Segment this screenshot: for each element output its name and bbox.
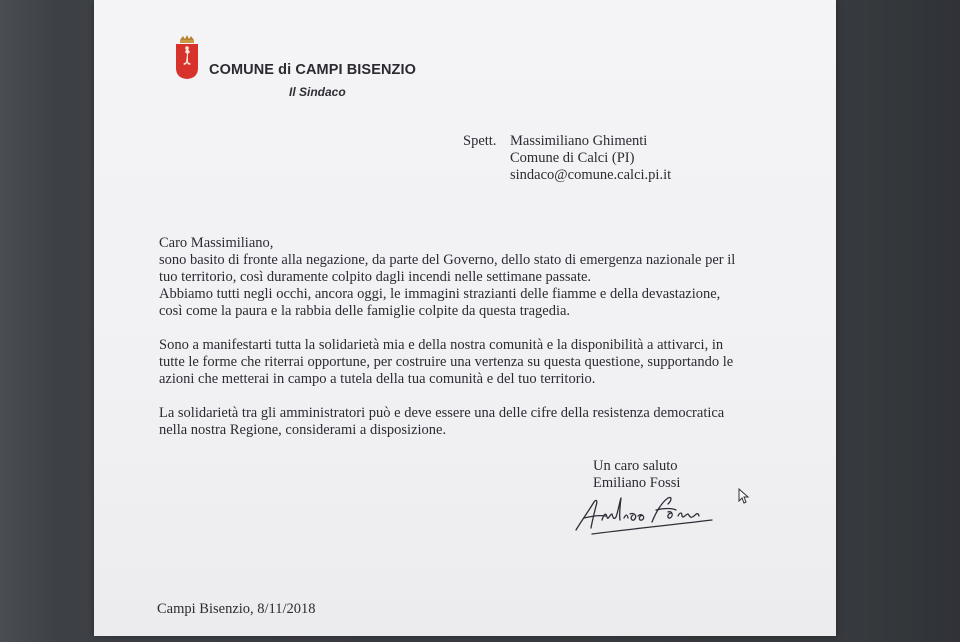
paragraph-1-line: così come la paura e la rabbia delle famiglie colpite da questa tragedia.	[159, 303, 571, 319]
paragraph-2-line: Sono a manifestarti tutta la solidarietà mia e della nostra comunità e la disponibilità a attivarci, in	[159, 337, 724, 353]
letter-body	[159, 235, 765, 439]
paragraph-1-line: tuo territorio, così duramente colpito dagli incendi nelle settimane passate.	[159, 269, 592, 285]
place-and-date: Campi Bisenzio, 8/11/2018	[157, 601, 316, 617]
paragraph-3-line: nella nostra Regione, considerami a disposizione.	[159, 422, 447, 438]
handwritten-signature	[572, 490, 722, 538]
signer-name: Emiliano Fossi	[593, 475, 681, 491]
closing-salutation: Un caro saluto	[593, 458, 678, 474]
recipient-name: Massimiliano Ghimenti	[510, 133, 648, 149]
organization-role: Il Sindaco	[289, 85, 346, 99]
recipient-office: Comune di Calci (PI)	[510, 150, 635, 166]
paragraph-3-line: La solidarietà tra gli amministratori può e deve essere una delle cifre della resistenza democratica	[159, 405, 725, 421]
greeting: Caro Massimiliano,	[159, 235, 274, 251]
recipient-email: sindaco@comune.calci.pi.it	[510, 167, 672, 183]
mouse-pointer-icon	[738, 488, 750, 504]
paragraph-1-line: sono basito di fronte alla negazione, da parte del Governo, dello stato di emergenza nazionale per il	[159, 252, 736, 268]
closing-block	[593, 458, 680, 492]
recipient-block	[510, 133, 671, 184]
paragraph-1-line: Abbiamo tutti negli occhi, ancora oggi, le immagini strazianti delle fiamme e della devastazione,	[159, 286, 721, 302]
municipal-crest-icon	[175, 34, 199, 80]
recipient-label: Spett.	[463, 133, 497, 149]
organization-name: COMUNE di CAMPI BISENZIO	[209, 62, 417, 78]
paragraph-2-line: azioni che metterai in campo a tutela della tua comunità e del tuo territorio.	[159, 371, 596, 387]
paragraph-2-line: tutte le forme che riterrai opportune, per costruire una vertenza su questa questione, supportando le	[159, 354, 734, 370]
